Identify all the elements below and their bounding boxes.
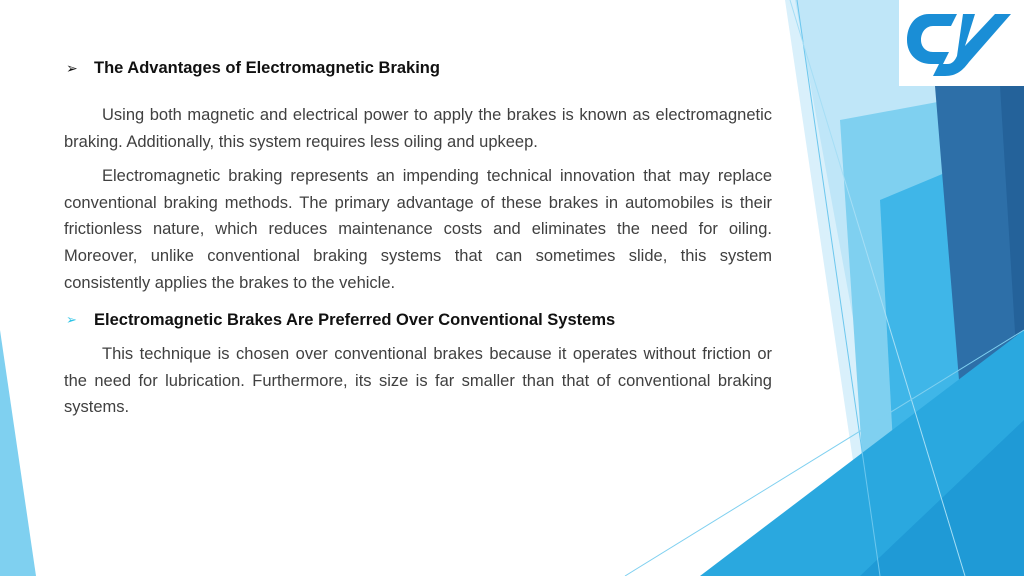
paragraph-definition: Using both magnetic and electrical power to apply the brakes is known as electromagnetic braking. Additionally, this system requires less oiling and upkeep. [64,106,772,151]
section-heading-advantages [64,56,772,80]
section-heading-text: The Advantages of Electromagnetic Braking [94,59,440,77]
left-edge-accent [0,330,36,576]
company-logo-icon [899,0,1024,86]
paragraph-preference: This technique is chosen over conventional brakes because it operates without friction or the need for lubrication. Furthermore, its size is far smaller than that of conventional braking systems. [64,345,772,417]
section-heading-text: Electromagnetic Brakes Are Preferred Over Conventional Systems [94,311,616,330]
company-logo [899,0,1024,86]
slide-content [64,56,772,421]
arrow-bullet-icon: ➢ [66,60,78,76]
section-heading-preferred [64,308,772,332]
paragraph-advantages: Electromagnetic braking represents an impending technical innovation that may replace conventional braking methods. The primary advantage of these brakes in automobiles is their frictionless nature, which reduces maintenance costs and eliminates the need for oiling. Moreover, unlike conventional braking systems that can sometimes slide, this system consistently applies the brakes to the vehicle. [64,167,772,292]
arrow-bullet-icon: ➢ [66,312,77,328]
